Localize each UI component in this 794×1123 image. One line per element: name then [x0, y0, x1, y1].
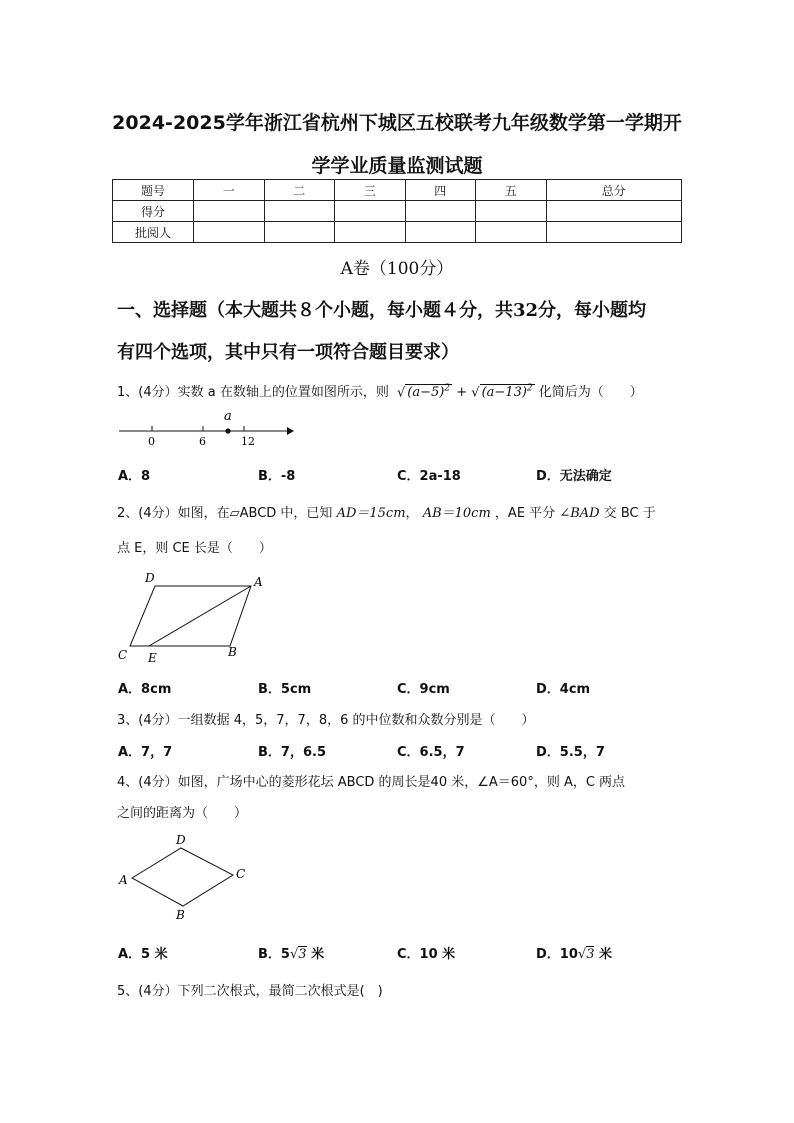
q2-stem-line2: 点 E，则 CE 长是（ ）: [117, 541, 272, 556]
score-table-header-row: [113, 180, 682, 201]
score-table-row: [113, 222, 682, 243]
q4-rhombus: [132, 848, 233, 906]
q2-label-d: D: [145, 571, 155, 585]
score-header-cell: 一: [194, 180, 265, 201]
q2-parallelogram: [130, 586, 251, 646]
score-cell[interactable]: [405, 222, 476, 243]
q3-stem: 3、(4分）一组数据 4，5，7，7，8，6 的中位数和众数分别是（ ）: [117, 713, 535, 728]
score-cell[interactable]: [476, 201, 547, 222]
q4-option-b-radicand: 3: [298, 947, 307, 962]
q2-text-a: 2、(4分）如图，在▱ABCD 中，已知: [117, 506, 333, 521]
q1-exp1: 2: [444, 383, 451, 394]
score-cell[interactable]: [194, 222, 265, 243]
q2-segment-ae: [149, 586, 251, 646]
q2-label-e: E: [148, 651, 157, 665]
q4-option-c[interactable]: C．10 米: [397, 947, 456, 962]
score-header-cell: 二: [264, 180, 335, 201]
q2-label-c: C: [118, 648, 128, 662]
q1-expr2: (a−13): [481, 385, 527, 400]
q1-suffix: 化简后为（ ）: [538, 385, 643, 400]
q1-axis-arrow: [287, 427, 294, 435]
q4-option-d-prefix: D．10: [536, 947, 578, 962]
q4-rhombus-figure: [117, 832, 257, 922]
q1-number-line: [117, 405, 297, 448]
doc-title-line1: 2024-2025学年浙江省杭州下城区五校联考九年级数学第一学期开: [112, 112, 682, 134]
volume-heading: A卷（100分）: [340, 259, 454, 279]
q1-tick-label-6: 6: [199, 435, 206, 448]
q4-stem-line2: 之间的距离为（ ）: [117, 806, 248, 821]
q1-tick-label-12: 12: [241, 435, 255, 448]
score-cell[interactable]: [546, 222, 682, 243]
q4-label-d: D: [176, 833, 186, 847]
q1-expr1: (a−5): [407, 385, 445, 400]
q4-label-b: B: [176, 908, 185, 922]
score-header-cell: 题号: [113, 180, 194, 201]
score-cell[interactable]: [335, 222, 406, 243]
q1-option-c[interactable]: C．2a-18: [397, 469, 461, 484]
q3-option-d[interactable]: D．5.5，7: [536, 745, 605, 760]
q1-exp2: 2: [526, 383, 533, 394]
q2-option-a[interactable]: A．8cm: [118, 682, 172, 697]
q4-option-d-sqrt: √3: [577, 947, 595, 962]
score-cell[interactable]: [405, 201, 476, 222]
q2-angle: ∠BAD: [559, 506, 600, 521]
q1-option-b[interactable]: B．-8: [258, 469, 296, 484]
q2-option-b[interactable]: B．5cm: [258, 682, 312, 697]
q4-label-a: A: [119, 873, 128, 887]
q3-option-c[interactable]: C．6.5，7: [397, 745, 465, 760]
q4-option-d[interactable]: [536, 943, 612, 962]
score-header-cell: 五: [476, 180, 547, 201]
q4-option-b-sqrt: √3: [289, 947, 307, 962]
q1-radical-1: √ $(a-5)^2$: [397, 383, 451, 400]
q2-parallelogram-figure: [117, 570, 277, 670]
q2-stem-line1: [117, 502, 656, 521]
q2-ad: AD＝15cm: [336, 506, 406, 521]
q1-axis-var: a: [224, 409, 232, 424]
q1-option-d[interactable]: D．无法确定: [536, 469, 612, 484]
score-row-label: 批阅人: [113, 222, 194, 243]
score-cell[interactable]: [194, 201, 265, 222]
score-table: [112, 179, 682, 243]
q4-option-b[interactable]: [258, 943, 324, 962]
section1-heading-line2: 有四个选项，其中只有一项符合题目要求）: [117, 342, 459, 363]
score-row-label: 得分: [113, 201, 194, 222]
q2-ab: AB＝10cm: [422, 506, 491, 521]
q2-option-c[interactable]: C．9cm: [397, 682, 450, 697]
score-table-row: [113, 201, 682, 222]
q2-text-b: ，AE 平分: [494, 506, 556, 521]
q1-option-a[interactable]: A．8: [118, 469, 151, 484]
doc-title-line2: 学学业质量监测试题: [311, 155, 483, 177]
q3-option-b[interactable]: B．7，6.5: [258, 745, 326, 760]
q5-stem: 5、(4分）下列二次根式，最简二次根式是( ): [117, 984, 383, 999]
score-header-cell: 三: [335, 180, 406, 201]
score-header-cell: 四: [405, 180, 476, 201]
q2-label-a: A: [254, 575, 263, 589]
q1-radical-2: √ $(a-13)^2$: [471, 383, 533, 400]
q2-option-d[interactable]: D．4cm: [536, 682, 591, 697]
q1-prefix: 1、(4分）实数 a 在数轴上的位置如图所示，则: [117, 385, 389, 400]
q4-option-b-unit: 米: [311, 947, 325, 962]
score-cell[interactable]: [264, 222, 335, 243]
q1-tick-label-0: 0: [148, 435, 155, 448]
score-cell[interactable]: [476, 222, 547, 243]
score-cell[interactable]: [264, 201, 335, 222]
q4-label-c: C: [236, 867, 246, 881]
section1-heading-line1: 一、选择题（本大题共８个小题，每小题４分，共32分，每小题均: [117, 300, 647, 321]
score-cell[interactable]: [335, 201, 406, 222]
q2-sep: ，: [405, 506, 419, 521]
q2-label-b: B: [228, 645, 237, 659]
q3-option-a[interactable]: A．7，7: [118, 745, 173, 760]
q4-option-d-unit: 米: [599, 947, 613, 962]
q1-stem: [117, 381, 643, 400]
score-cell[interactable]: [546, 201, 682, 222]
q4-stem-line1: 4、(4分）如图，广场中心的菱形花坛 ABCD 的周长是40 米，∠A＝60°，则 A，C 两点: [117, 775, 626, 790]
score-header-cell: 总分: [546, 180, 682, 201]
q4-option-a[interactable]: A．5 米: [118, 947, 168, 962]
q4-option-b-prefix: B．5: [258, 947, 290, 962]
q1-plus: +: [456, 385, 468, 400]
q1-point-a: [225, 428, 230, 433]
q2-text-c: 交 BC 于: [603, 506, 656, 521]
q4-option-d-radicand: 3: [586, 947, 595, 962]
